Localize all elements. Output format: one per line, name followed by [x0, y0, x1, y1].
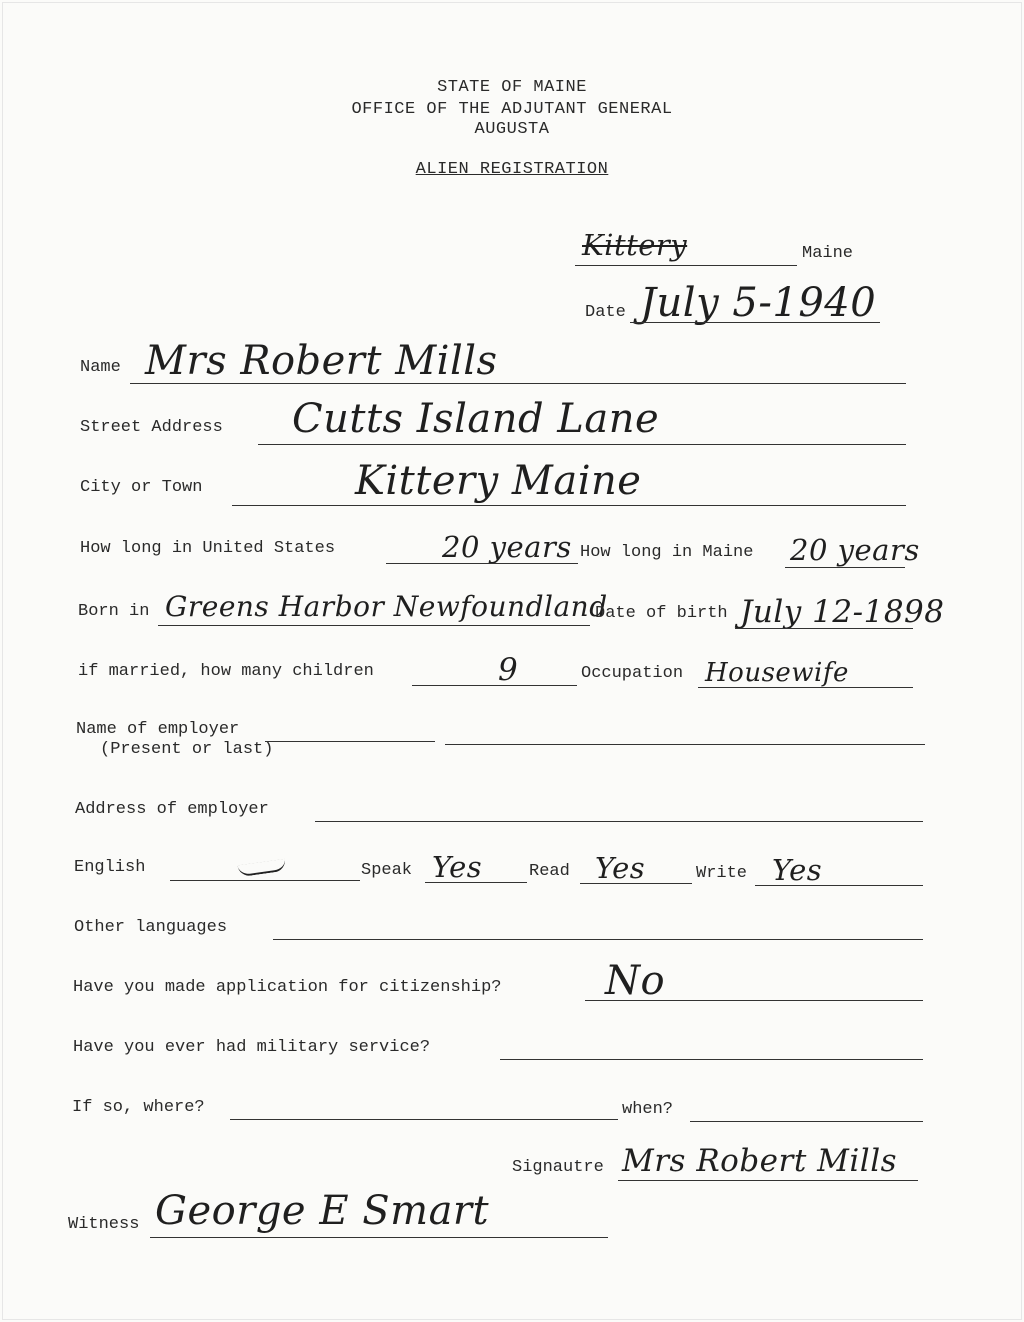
signature-label: Signautre — [512, 1158, 604, 1177]
us-duration-value: 20 years — [442, 530, 572, 564]
maine-duration-value: 20 years — [790, 533, 920, 567]
employer-address-line — [315, 821, 923, 822]
speak-line — [425, 882, 527, 883]
name-line — [130, 383, 906, 384]
dob-label: Date of birth — [595, 604, 728, 623]
dob-line — [735, 628, 913, 629]
where-line — [230, 1119, 618, 1120]
occupation-line — [698, 687, 913, 688]
street-line — [258, 444, 906, 445]
read-line — [580, 883, 692, 884]
children-line — [412, 685, 577, 686]
witness-line — [150, 1237, 608, 1238]
signature-line — [618, 1180, 918, 1181]
write-line — [755, 885, 923, 886]
name-value: Mrs Robert Mills — [145, 338, 498, 384]
military-label: Have you ever had military service? — [73, 1038, 431, 1057]
children-value: 9 — [498, 652, 519, 688]
us-duration-label: How long in United States — [80, 539, 336, 558]
maine-duration-line — [785, 567, 905, 568]
other-languages-label: Other languages — [74, 918, 228, 937]
born-label: Born in — [78, 602, 150, 621]
born-value: Greens Harbor Newfoundland — [165, 590, 608, 623]
header-city: AUGUSTA — [474, 120, 550, 139]
where-label: If so, where? — [72, 1098, 205, 1117]
header-state: STATE OF MAINE — [437, 78, 587, 97]
dob-value: July 12-1898 — [740, 594, 945, 630]
header-office: OFFICE OF THE ADJUTANT GENERAL — [351, 100, 673, 119]
employer-line-1 — [265, 741, 435, 742]
employer-label: Name of employer — [76, 720, 240, 739]
citizenship-label: Have you made application for citizenship? — [73, 978, 502, 997]
city-value: Kittery Maine — [355, 458, 642, 504]
english-line — [170, 880, 360, 881]
speak-value: Yes — [432, 850, 483, 884]
write-label: Write — [696, 864, 748, 883]
military-line — [500, 1059, 923, 1060]
signature-value: Mrs Robert Mills — [622, 1143, 898, 1179]
employer-line-2 — [445, 744, 925, 745]
date-line — [630, 322, 880, 323]
born-line — [158, 625, 590, 626]
city-label: City or Town — [80, 478, 203, 497]
date-value: July 5-1940 — [640, 280, 877, 326]
witness-label: Witness — [68, 1215, 140, 1234]
read-value: Yes — [595, 851, 646, 885]
date-label: Date — [585, 303, 626, 322]
children-label: if married, how many children — [78, 662, 374, 681]
town-line — [575, 265, 797, 266]
citizenship-value: No — [605, 958, 666, 1004]
name-label: Name — [80, 358, 121, 377]
maine-duration-label: How long in Maine — [580, 543, 754, 562]
town-handwritten: Kittery — [582, 228, 688, 262]
other-languages-line — [273, 939, 923, 940]
citizenship-line — [585, 1000, 923, 1001]
read-label: Read — [529, 862, 570, 881]
when-line — [690, 1121, 923, 1122]
when-label: when? — [622, 1100, 674, 1119]
employer-address-label: Address of employer — [75, 800, 269, 819]
street-label: Street Address — [80, 418, 223, 437]
speak-label: Speak — [361, 861, 413, 880]
form-title: ALIEN REGISTRATION — [415, 160, 609, 179]
occupation-value: Housewife — [705, 658, 849, 688]
write-value: Yes — [772, 853, 823, 887]
english-label: English — [74, 858, 146, 877]
employer-sublabel: (Present or last) — [100, 740, 274, 759]
city-line — [232, 505, 906, 506]
street-value: Cutts Island Lane — [292, 396, 660, 442]
us-duration-line — [386, 563, 578, 564]
witness-value: George E Smart — [155, 1188, 490, 1234]
occupation-label: Occupation — [581, 664, 684, 683]
state-label: Maine — [802, 244, 854, 263]
